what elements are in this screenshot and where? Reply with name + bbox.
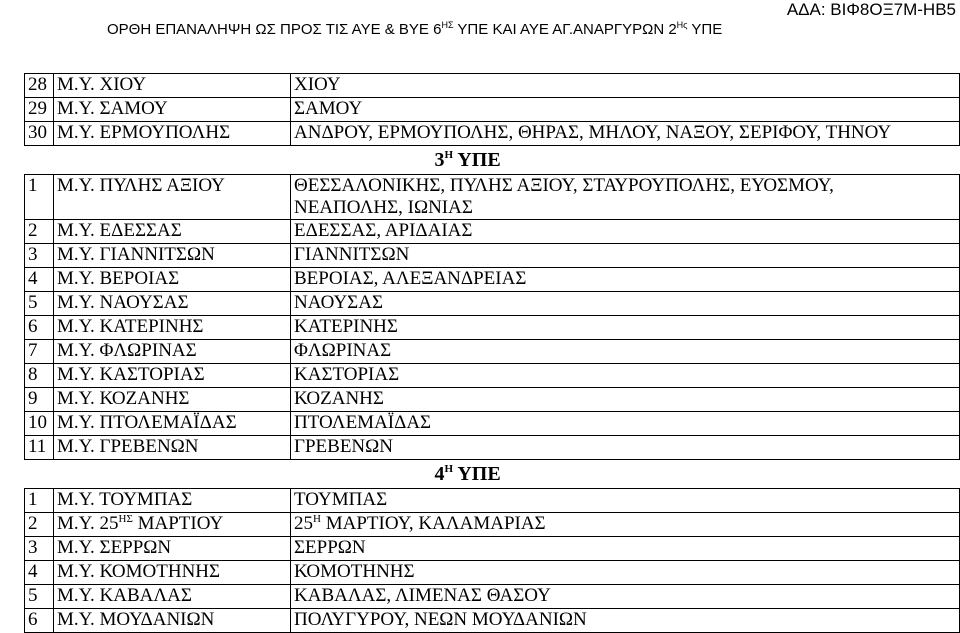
- row-number: 9: [25, 388, 54, 412]
- unit-name: Μ.Υ. ΜΟΥΔΑΝΙΩΝ: [54, 609, 291, 633]
- table-row: [25, 316, 960, 340]
- unit-area: ΒΕΡΟΙΑΣ, ΑΛΕΞΑΝΔΡΕΙΑΣ: [291, 268, 960, 292]
- unit-area: ΦΛΩΡΙΝΑΣ: [291, 340, 960, 364]
- table-row: [25, 74, 960, 98]
- unit-name: Μ.Υ. ΓΙΑΝΝΙΤΣΩΝ: [54, 244, 291, 268]
- unit-name: Μ.Υ. ΧΙΟΥ: [54, 74, 291, 98]
- section-number: 4: [434, 463, 445, 485]
- table-row: [25, 489, 960, 513]
- row-number: 1: [25, 489, 54, 513]
- unit-name: Μ.Υ. ΚΑΤΕΡΙΝΗΣ: [54, 316, 291, 340]
- table-row: [25, 537, 960, 561]
- row-number: 3: [25, 537, 54, 561]
- table-row: [25, 436, 960, 460]
- unit-area: ΤΟΥΜΠΑΣ: [291, 489, 960, 513]
- section-title-4: [25, 460, 960, 489]
- unit-name-post: ΜΑΡΤΙΟΥ: [132, 513, 224, 534]
- unit-name: Μ.Υ. ΓΡΕΒΕΝΩΝ: [54, 436, 291, 460]
- table-row: [25, 412, 960, 436]
- unit-area-line-2: ΝΕΑΠΟΛΗΣ, ΙΩΝΙΑΣ: [294, 197, 473, 218]
- section-heading-4: [25, 460, 960, 489]
- unit-area: ΝΑΟΥΣΑΣ: [291, 292, 960, 316]
- row-number: 4: [25, 268, 54, 292]
- unit-area: ΚΑΣΤΟΡΙΑΣ: [291, 364, 960, 388]
- row-number: 30: [25, 122, 54, 146]
- row-number: 5: [25, 292, 54, 316]
- unit-area: ΣΕΡΡΩΝ: [291, 537, 960, 561]
- section-label: ΥΠΕ: [453, 463, 501, 485]
- header-prefix: ΟΡΘΗ ΕΠΑΝΑΛΗΨΗ ΩΣ ΠΡΟΣ ΤΙΣ ΑΥΕ & ΒΥΕ 6: [107, 21, 442, 38]
- unit-area-pre: 25: [294, 513, 313, 534]
- table-row: [25, 513, 960, 537]
- unit-name: Μ.Υ. ΚΟΖΑΝΗΣ: [54, 388, 291, 412]
- header-middle: ΥΠΕ ΚΑΙ ΑΥΕ ΑΓ.ΑΝΑΡΓΥΡΩΝ 2: [453, 21, 677, 38]
- ada-code: ΑΔΑ: ΒΙΦ8ΟΞ7Μ-ΗΒ5: [786, 0, 956, 19]
- unit-name: Μ.Υ. ΕΡΜΟΥΠΟΛΗΣ: [54, 122, 291, 146]
- unit-name: [54, 513, 291, 537]
- unit-area: ΠΤΟΛΕΜΑΪΔΑΣ: [291, 412, 960, 436]
- unit-area: [291, 513, 960, 537]
- row-number: 3: [25, 244, 54, 268]
- table-row: [25, 268, 960, 292]
- unit-name: Μ.Υ. ΦΛΩΡΙΝΑΣ: [54, 340, 291, 364]
- table-row: [25, 175, 960, 220]
- unit-area: ΓΙΑΝΝΙΤΣΩΝ: [291, 244, 960, 268]
- unit-area: ΚΑΤΕΡΙΝΗΣ: [291, 316, 960, 340]
- row-number: 1: [25, 175, 54, 220]
- row-number: 10: [25, 412, 54, 436]
- unit-area-sup: Η: [313, 513, 321, 525]
- row-number: 5: [25, 585, 54, 609]
- section-number: 3: [434, 149, 445, 171]
- unit-area: ΕΔΕΣΣΑΣ, ΑΡΙΔΑΙΑΣ: [291, 220, 960, 244]
- unit-area: ΑΝΔΡΟΥ, ΕΡΜΟΥΠΟΛΗΣ, ΘΗΡΑΣ, ΜΗΛΟΥ, ΝΑΞΟΥ, ΣΕΡΙΦΟΥ, ΤΗΝΟΥ: [291, 122, 960, 146]
- health-units-table: [24, 73, 960, 633]
- table-row: [25, 561, 960, 585]
- header-sup-1: ΗΣ: [441, 20, 454, 30]
- unit-area-post: ΜΑΡΤΙΟΥ, ΚΑΛΑΜΑΡΙΑΣ: [320, 513, 546, 534]
- table-row: [25, 244, 960, 268]
- unit-name: Μ.Υ. ΤΟΥΜΠΑΣ: [54, 489, 291, 513]
- unit-name: Μ.Υ. ΚΑΣΤΟΡΙΑΣ: [54, 364, 291, 388]
- unit-name: Μ.Υ. ΚΑΒΑΛΑΣ: [54, 585, 291, 609]
- unit-area: [291, 175, 960, 220]
- table-row: [25, 292, 960, 316]
- unit-name: Μ.Υ. ΣΑΜΟΥ: [54, 98, 291, 122]
- table-row: [25, 98, 960, 122]
- table-row: [25, 220, 960, 244]
- row-number: 11: [25, 436, 54, 460]
- table-row: [25, 122, 960, 146]
- unit-area: ΧΙΟΥ: [291, 74, 960, 98]
- section-sup: Η: [444, 149, 454, 161]
- unit-name: Μ.Υ. ΒΕΡΟΙΑΣ: [54, 268, 291, 292]
- section-heading-3: [25, 146, 960, 175]
- row-number: 8: [25, 364, 54, 388]
- table-row: [25, 388, 960, 412]
- unit-area: ΣΑΜΟΥ: [291, 98, 960, 122]
- row-number: 4: [25, 561, 54, 585]
- row-number: 28: [25, 74, 54, 98]
- section-sup: Η: [444, 463, 454, 475]
- unit-name: Μ.Υ. ΠΥΛΗΣ ΑΞΙΟΥ: [54, 175, 291, 220]
- section-label: ΥΠΕ: [453, 149, 501, 171]
- row-number: 6: [25, 316, 54, 340]
- unit-area: ΚΟΖΑΝΗΣ: [291, 388, 960, 412]
- unit-name-sup: ΗΣ: [118, 513, 133, 525]
- document-header: [107, 20, 722, 40]
- unit-area: ΓΡΕΒΕΝΩΝ: [291, 436, 960, 460]
- section-title-3: [25, 146, 960, 175]
- unit-name: Μ.Υ. ΣΕΡΡΩΝ: [54, 537, 291, 561]
- unit-name: Μ.Υ. ΝΑΟΥΣΑΣ: [54, 292, 291, 316]
- table-row: [25, 609, 960, 633]
- unit-area: ΠΟΛΥΓΥΡΟΥ, ΝΕΩΝ ΜΟΥΔΑΝΙΩΝ: [291, 609, 960, 633]
- table-row: [25, 364, 960, 388]
- header-sup-2: Ης: [676, 20, 688, 30]
- table-row: [25, 585, 960, 609]
- unit-name: Μ.Υ. ΚΟΜΟΤΗΝΗΣ: [54, 561, 291, 585]
- unit-name-pre: Μ.Υ. 25: [57, 513, 119, 534]
- unit-area: ΚΑΒΑΛΑΣ, ΛΙΜΕΝΑΣ ΘΑΣΟΥ: [291, 585, 960, 609]
- table-row: [25, 340, 960, 364]
- header-suffix: ΥΠΕ: [687, 21, 723, 38]
- unit-area: ΚΟΜΟΤΗΝΗΣ: [291, 561, 960, 585]
- row-number: 6: [25, 609, 54, 633]
- unit-name: Μ.Υ. ΠΤΟΛΕΜΑΪΔΑΣ: [54, 412, 291, 436]
- unit-name: Μ.Υ. ΕΔΕΣΣΑΣ: [54, 220, 291, 244]
- row-number: 2: [25, 513, 54, 537]
- row-number: 7: [25, 340, 54, 364]
- unit-area-line-1: ΘΕΣΣΑΛΟΝΙΚΗΣ, ΠΥΛΗΣ ΑΞΙΟΥ, ΣΤΑΥΡΟΥΠΟΛΗΣ, ΕΥΟΣΜΟΥ,: [294, 175, 834, 196]
- row-number: 29: [25, 98, 54, 122]
- row-number: 2: [25, 220, 54, 244]
